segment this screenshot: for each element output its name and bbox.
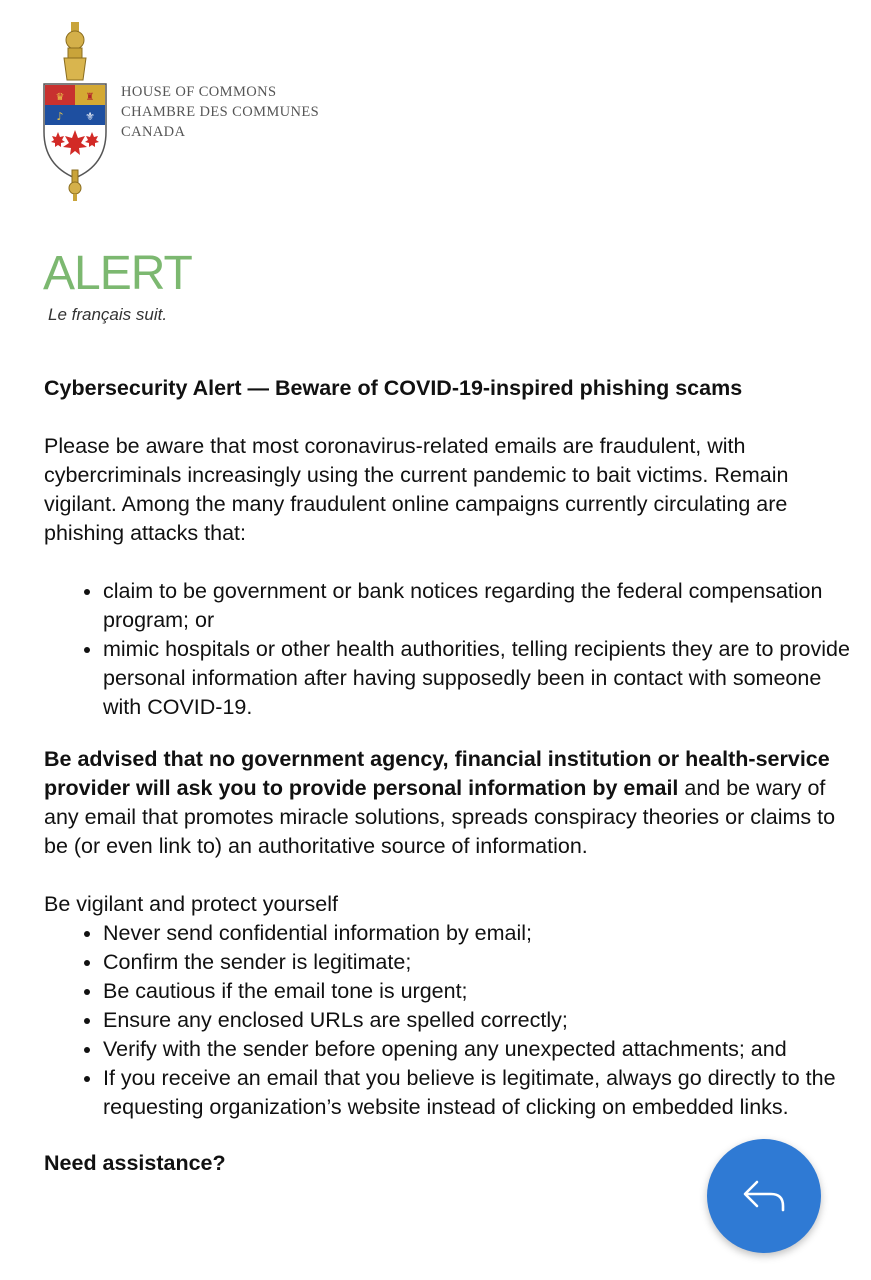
email-body	[44, 374, 859, 1178]
advice-bold: Be advised that no government agency, financial institution or health-service provider will ask you to provide personal information by email	[44, 747, 830, 800]
list-item: • Verify with the sender before opening any unexpected attachments; and	[103, 1035, 859, 1064]
list-item: • Confirm the sender is legitimate;	[103, 948, 859, 977]
svg-text:♪: ♪	[56, 110, 64, 123]
svg-text:⚜: ⚜	[85, 110, 95, 123]
attack-list	[44, 577, 859, 722]
assistance-heading: Need assistance?	[44, 1151, 226, 1175]
org-line-3: CANADA	[121, 124, 186, 140]
advice-paragraph	[44, 745, 859, 861]
protect-list	[44, 919, 859, 1122]
list-item: • If you receive an email that you believe is legitimate, always go directly to the requesting organization’s website instead of clicking on embedded links.	[103, 1064, 859, 1122]
org-line-1: HOUSE OF COMMONS	[121, 84, 277, 100]
reply-button[interactable]	[707, 1139, 821, 1253]
advice-rest: and be wary of any email that promotes miracle solutions, spreads conspiracy theories or claims to be (or even link to) an authoritative source of information.	[44, 776, 836, 858]
intro-paragraph: Please be aware that most coronavirus-related emails are fraudulent, with cybercriminals increasingly using the current pandemic to bait victims. Remain vigilant. Among the many fraudulent online campaigns currently circulating are phishing attacks that:	[44, 434, 789, 545]
org-line-2: CHAMBRE DES COMMUNES	[121, 104, 320, 120]
list-item: • Ensure any enclosed URLs are spelled correctly;	[103, 1006, 859, 1035]
reply-icon	[741, 1176, 787, 1216]
protect-heading: Be vigilant and protect yourself	[44, 892, 338, 916]
alert-heading: Cybersecurity Alert — Beware of COVID-19-inspired phishing scams	[44, 376, 743, 400]
svg-text:♜: ♜	[85, 92, 95, 103]
alert-title: ALERT	[43, 247, 192, 300]
organization-name	[121, 82, 319, 142]
svg-text:♛: ♛	[55, 92, 65, 103]
list-item: • mimic hospitals or other health authorities, telling recipients they are to provide personal information after having supposedly been in contact with someone with COVID-19.	[103, 635, 859, 722]
french-follows-note: Le français suit.	[48, 305, 168, 324]
list-item: • claim to be government or bank notices regarding the federal compensation program; or	[103, 577, 859, 635]
list-item: • Never send confidential information by email;	[103, 919, 859, 948]
email-header	[40, 20, 360, 202]
list-item: • Be cautious if the email tone is urgent;	[103, 977, 859, 1006]
house-of-commons-crest-icon	[40, 20, 110, 202]
